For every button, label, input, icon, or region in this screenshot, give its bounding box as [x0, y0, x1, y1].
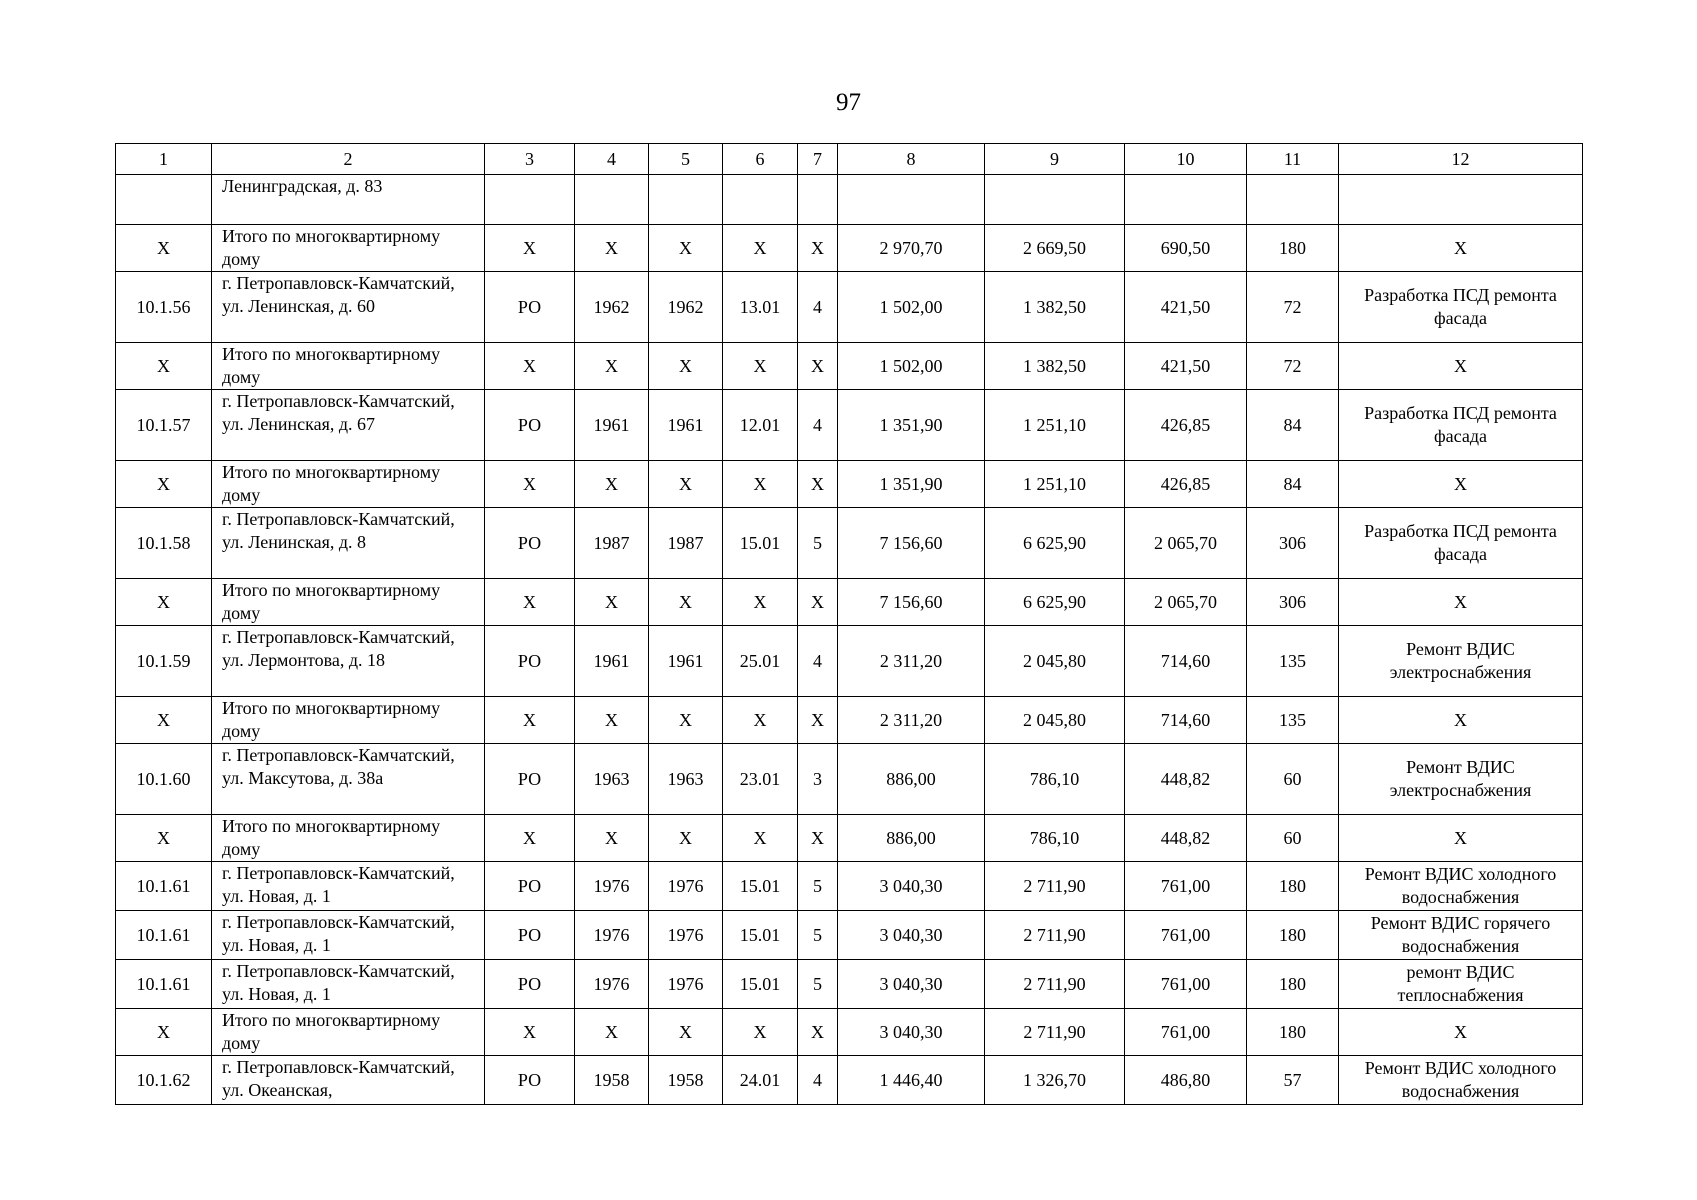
table-cell: X	[723, 815, 798, 862]
table-cell: 886,00	[838, 815, 985, 862]
table-row	[116, 626, 1583, 697]
table-cell: 426,85	[1125, 461, 1247, 508]
table-row	[116, 508, 1583, 579]
table-cell: 486,80	[1125, 1056, 1247, 1105]
table-cell	[116, 175, 212, 225]
column-number-header: 8	[838, 144, 985, 175]
table-cell: X	[649, 1009, 723, 1056]
table-cell	[1125, 175, 1247, 225]
table-cell: X	[649, 343, 723, 390]
table-cell: 180	[1247, 960, 1339, 1009]
column-number-header: 10	[1125, 144, 1247, 175]
table-cell: 1 446,40	[838, 1056, 985, 1105]
table-row	[116, 272, 1583, 343]
table-cell: X	[575, 225, 649, 272]
table-body	[116, 144, 1583, 1105]
table-cell: X	[116, 225, 212, 272]
table-cell: 1961	[649, 390, 723, 461]
table-cell: 1 326,70	[985, 1056, 1125, 1105]
column-number-header: 12	[1339, 144, 1583, 175]
table-cell: 1976	[575, 862, 649, 911]
column-number-header: 9	[985, 144, 1125, 175]
table-cell: 448,82	[1125, 815, 1247, 862]
table-cell: 690,50	[1125, 225, 1247, 272]
table-cell: Итого по многоквартирному дому	[212, 1009, 485, 1056]
table-cell: X	[1339, 461, 1583, 508]
table-cell: 3 040,30	[838, 1009, 985, 1056]
table-cell: 421,50	[1125, 272, 1247, 343]
registry-table	[115, 143, 1583, 1105]
table-cell: 1 251,10	[985, 390, 1125, 461]
table-cell: 1 502,00	[838, 272, 985, 343]
table-cell: 1 382,50	[985, 272, 1125, 343]
table-cell: г. Петропавловск-Камчатский, ул. Максутова, д. 38а	[212, 744, 485, 815]
column-number-header: 1	[116, 144, 212, 175]
table-cell: Итого по многоквартирному дому	[212, 343, 485, 390]
table-cell: 4	[798, 626, 838, 697]
table-cell: 23.01	[723, 744, 798, 815]
table-cell: 786,10	[985, 744, 1125, 815]
table-cell	[485, 175, 575, 225]
column-number-header: 2	[212, 144, 485, 175]
table-cell: РО	[485, 960, 575, 1009]
table-cell: 2 669,50	[985, 225, 1125, 272]
table-cell: 1958	[649, 1056, 723, 1105]
table-cell: 1 351,90	[838, 461, 985, 508]
table-cell: 180	[1247, 862, 1339, 911]
table-cell: X	[649, 579, 723, 626]
table-cell: X	[575, 1009, 649, 1056]
table-cell: 6 625,90	[985, 579, 1125, 626]
table-cell: 10.1.62	[116, 1056, 212, 1105]
table-cell: X	[575, 579, 649, 626]
table-cell: 10.1.61	[116, 862, 212, 911]
table-row	[116, 911, 1583, 960]
table-cell: Ремонт ВДИС холодного водоснабжения	[1339, 862, 1583, 911]
column-number-header: 11	[1247, 144, 1339, 175]
table-cell: г. Петропавловск-Камчатский, ул. Ленинская, д. 67	[212, 390, 485, 461]
column-number-header: 4	[575, 144, 649, 175]
table-cell: РО	[485, 1056, 575, 1105]
table-row	[116, 461, 1583, 508]
table-cell	[798, 175, 838, 225]
table-cell: 2 065,70	[1125, 508, 1247, 579]
table-cell: X	[1339, 579, 1583, 626]
table-cell	[649, 175, 723, 225]
table-cell: 1976	[649, 960, 723, 1009]
table-cell: X	[1339, 697, 1583, 744]
table-row	[116, 1009, 1583, 1056]
table-cell: 4	[798, 390, 838, 461]
table-cell: 5	[798, 862, 838, 911]
table-row	[116, 697, 1583, 744]
page-number: 97	[836, 89, 861, 116]
table-cell: 10.1.56	[116, 272, 212, 343]
table-cell	[1339, 175, 1583, 225]
table-row	[116, 579, 1583, 626]
table-cell: 180	[1247, 911, 1339, 960]
table-cell: Итого по многоквартирному дому	[212, 697, 485, 744]
table-cell: Ленинградская, д. 83	[212, 175, 485, 225]
table-cell: Итого по многоквартирному дому	[212, 815, 485, 862]
table-cell: 1963	[575, 744, 649, 815]
table-cell: X	[116, 815, 212, 862]
table-row	[116, 390, 1583, 461]
table-cell: X	[485, 343, 575, 390]
table-cell: 448,82	[1125, 744, 1247, 815]
table-cell: X	[485, 815, 575, 862]
table-cell: X	[798, 461, 838, 508]
table-cell: Итого по многоквартирному дому	[212, 461, 485, 508]
table-row	[116, 862, 1583, 911]
table-cell: 1962	[649, 272, 723, 343]
table-cell: РО	[485, 744, 575, 815]
table-cell: 1 502,00	[838, 343, 985, 390]
table-cell: 135	[1247, 626, 1339, 697]
table-cell	[575, 175, 649, 225]
table-cell: 306	[1247, 508, 1339, 579]
table-cell: г. Петропавловск-Камчатский, ул. Ленинская, д. 60	[212, 272, 485, 343]
table-cell: Ремонт ВДИС электроснабжения	[1339, 626, 1583, 697]
table-cell: X	[116, 697, 212, 744]
table-cell: 761,00	[1125, 911, 1247, 960]
table-cell: X	[485, 461, 575, 508]
column-number-header: 5	[649, 144, 723, 175]
table-cell: 72	[1247, 272, 1339, 343]
table-cell: РО	[485, 626, 575, 697]
table-cell: 1976	[575, 911, 649, 960]
table-cell: X	[575, 343, 649, 390]
table-cell: 15.01	[723, 508, 798, 579]
table-cell: г. Петропавловск-Камчатский, ул. Океанская,	[212, 1056, 485, 1105]
table-cell: 57	[1247, 1056, 1339, 1105]
table-cell: 2 065,70	[1125, 579, 1247, 626]
table-cell: X	[116, 343, 212, 390]
table-cell: 1962	[575, 272, 649, 343]
table-cell: 7 156,60	[838, 508, 985, 579]
table-cell: X	[723, 579, 798, 626]
table-row	[116, 960, 1583, 1009]
table-cell: X	[575, 461, 649, 508]
table-cell: г. Петропавловск-Камчатский, ул. Новая, д. 1	[212, 862, 485, 911]
table-cell: 6 625,90	[985, 508, 1125, 579]
table-cell: 2 045,80	[985, 697, 1125, 744]
table-cell: 180	[1247, 1009, 1339, 1056]
table-cell: 761,00	[1125, 1009, 1247, 1056]
table-cell: 4	[798, 272, 838, 343]
table-cell: X	[798, 1009, 838, 1056]
table-cell	[1247, 175, 1339, 225]
table-cell: РО	[485, 862, 575, 911]
table-cell: X	[723, 461, 798, 508]
table-cell: 10.1.61	[116, 960, 212, 1009]
table-cell: 2 970,70	[838, 225, 985, 272]
table-cell: X	[723, 225, 798, 272]
table-cell: X	[723, 697, 798, 744]
table-cell: X	[723, 1009, 798, 1056]
table-cell: X	[485, 697, 575, 744]
table-cell: 72	[1247, 343, 1339, 390]
table-cell: г. Петропавловск-Камчатский, ул. Новая, д. 1	[212, 960, 485, 1009]
table-cell: X	[1339, 815, 1583, 862]
table-cell: 2 311,20	[838, 697, 985, 744]
table-cell: 1963	[649, 744, 723, 815]
table-cell: 13.01	[723, 272, 798, 343]
table-cell: X	[798, 343, 838, 390]
table-cell: 1 351,90	[838, 390, 985, 461]
table-cell: г. Петропавловск-Камчатский, ул. Новая, д. 1	[212, 911, 485, 960]
table-cell: РО	[485, 911, 575, 960]
column-number-header: 6	[723, 144, 798, 175]
table-cell: Ремонт ВДИС электроснабжения	[1339, 744, 1583, 815]
table-cell: 10.1.57	[116, 390, 212, 461]
table-cell: Ремонт ВДИС горячего водоснабжения	[1339, 911, 1583, 960]
table-cell: 1961	[649, 626, 723, 697]
table-cell: 25.01	[723, 626, 798, 697]
table-cell: X	[575, 815, 649, 862]
table-cell: Разработка ПСД ремонта фасада	[1339, 508, 1583, 579]
table-cell: 421,50	[1125, 343, 1247, 390]
table-cell: 2 045,80	[985, 626, 1125, 697]
table-cell: 60	[1247, 815, 1339, 862]
table-cell: 1987	[575, 508, 649, 579]
table-cell: г. Петропавловск-Камчатский, ул. Лермонтова, д. 18	[212, 626, 485, 697]
table-cell: 786,10	[985, 815, 1125, 862]
table-row	[116, 744, 1583, 815]
table-cell: 1 251,10	[985, 461, 1125, 508]
table-cell	[723, 175, 798, 225]
table-cell: 1958	[575, 1056, 649, 1105]
table-cell: 84	[1247, 461, 1339, 508]
table-cell: 3	[798, 744, 838, 815]
table-cell: X	[1339, 343, 1583, 390]
table-row	[116, 225, 1583, 272]
table-cell: Разработка ПСД ремонта фасада	[1339, 272, 1583, 343]
table-cell: РО	[485, 508, 575, 579]
table-cell: 306	[1247, 579, 1339, 626]
table-cell: 10.1.61	[116, 911, 212, 960]
table-cell: 7 156,60	[838, 579, 985, 626]
table-cell: 761,00	[1125, 960, 1247, 1009]
table-cell: X	[798, 697, 838, 744]
table-cell: X	[649, 461, 723, 508]
table-cell: 761,00	[1125, 862, 1247, 911]
table-cell: X	[485, 1009, 575, 1056]
table-cell: X	[485, 579, 575, 626]
table-cell: X	[485, 225, 575, 272]
table-cell: 714,60	[1125, 626, 1247, 697]
table-cell: 15.01	[723, 960, 798, 1009]
table-cell: Итого по многоквартирному дому	[212, 225, 485, 272]
table-cell: 3 040,30	[838, 911, 985, 960]
table-cell: 1987	[649, 508, 723, 579]
table-cell: X	[116, 579, 212, 626]
table-cell: X	[575, 697, 649, 744]
table-cell	[985, 175, 1125, 225]
column-number-header: 7	[798, 144, 838, 175]
column-number-header: 3	[485, 144, 575, 175]
table-cell: г. Петропавловск-Камчатский, ул. Ленинская, д. 8	[212, 508, 485, 579]
table-cell: 15.01	[723, 911, 798, 960]
table-cell: 10.1.60	[116, 744, 212, 815]
table-cell: X	[116, 461, 212, 508]
table-cell: 15.01	[723, 862, 798, 911]
table-cell: 2 711,90	[985, 960, 1125, 1009]
header-row	[116, 144, 1583, 175]
table-cell: 1976	[649, 911, 723, 960]
table-cell: 10.1.59	[116, 626, 212, 697]
table-row	[116, 175, 1583, 225]
table-cell: 135	[1247, 697, 1339, 744]
table-cell: X	[1339, 1009, 1583, 1056]
table-cell: 2 711,90	[985, 1009, 1125, 1056]
table-cell: 1961	[575, 390, 649, 461]
table-cell: X	[649, 225, 723, 272]
table-cell: 714,60	[1125, 697, 1247, 744]
table-cell: 2 711,90	[985, 862, 1125, 911]
table-cell	[838, 175, 985, 225]
table-row	[116, 1056, 1583, 1105]
table-cell: 5	[798, 508, 838, 579]
table-cell: Итого по многоквартирному дому	[212, 579, 485, 626]
table-cell: X	[798, 225, 838, 272]
table-cell: 180	[1247, 225, 1339, 272]
table-cell: 12.01	[723, 390, 798, 461]
table-cell: Ремонт ВДИС холодного водоснабжения	[1339, 1056, 1583, 1105]
table-cell: X	[723, 343, 798, 390]
table-cell: 1 382,50	[985, 343, 1125, 390]
table-cell: 3 040,30	[838, 960, 985, 1009]
table-cell: 10.1.58	[116, 508, 212, 579]
table-row	[116, 343, 1583, 390]
table-cell: 886,00	[838, 744, 985, 815]
table-cell: X	[798, 815, 838, 862]
table-cell: 24.01	[723, 1056, 798, 1105]
table-cell: 3 040,30	[838, 862, 985, 911]
table-cell: X	[649, 815, 723, 862]
table-cell: Разработка ПСД ремонта фасада	[1339, 390, 1583, 461]
table-cell: 2 311,20	[838, 626, 985, 697]
table-cell: X	[1339, 225, 1583, 272]
table-cell: 84	[1247, 390, 1339, 461]
table-cell: X	[649, 697, 723, 744]
table-cell: 2 711,90	[985, 911, 1125, 960]
table-cell: X	[116, 1009, 212, 1056]
table-cell: РО	[485, 272, 575, 343]
table-cell: 1976	[575, 960, 649, 1009]
table-cell: 4	[798, 1056, 838, 1105]
table-cell: 1961	[575, 626, 649, 697]
table-row	[116, 815, 1583, 862]
table-cell: РО	[485, 390, 575, 461]
table-cell: 60	[1247, 744, 1339, 815]
table-cell: 5	[798, 960, 838, 1009]
table-cell: 426,85	[1125, 390, 1247, 461]
table-cell: 1976	[649, 862, 723, 911]
table-cell: 5	[798, 911, 838, 960]
table-cell: ремонт ВДИС теплоснабжения	[1339, 960, 1583, 1009]
table-cell: X	[798, 579, 838, 626]
